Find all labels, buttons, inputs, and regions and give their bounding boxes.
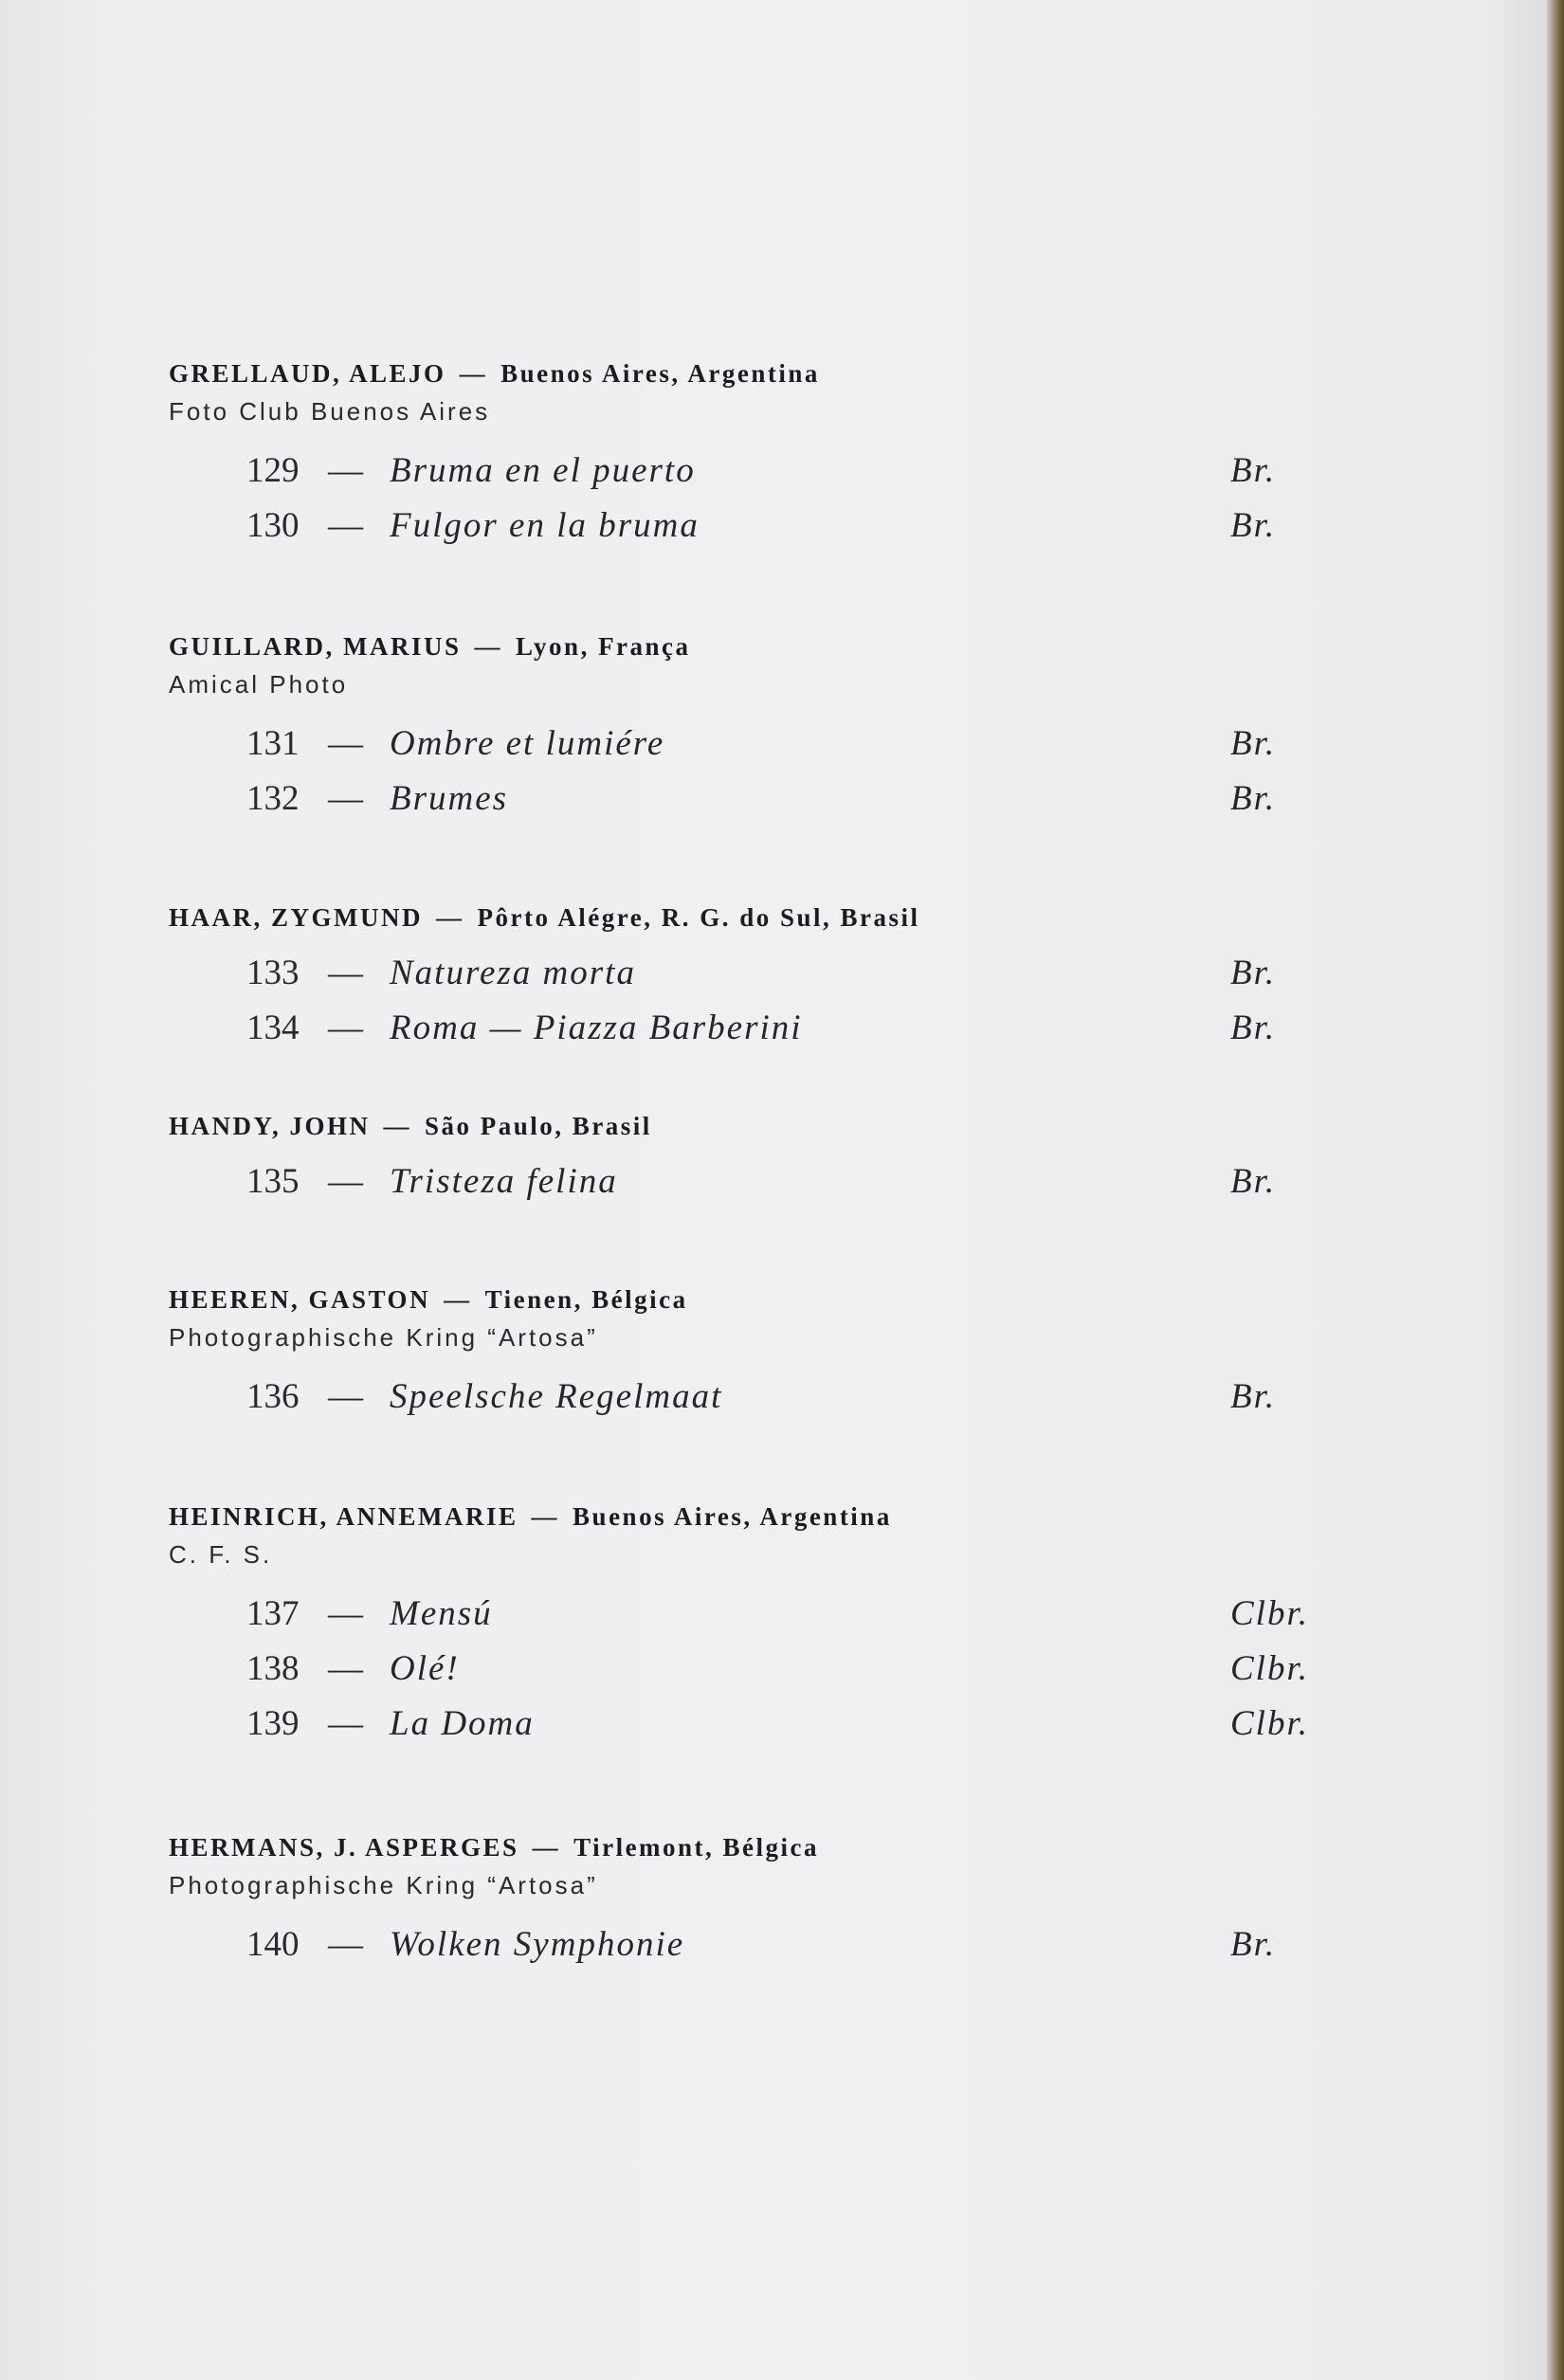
author-line [169,627,1344,665]
work-technique: Br. [1230,954,1277,992]
author-name: HAAR, ZYGMUND [169,903,423,932]
catalog-entry [169,1107,1344,1209]
work-item [169,1001,1344,1056]
work-dash: — [328,779,363,818]
author-dash: — [531,1502,560,1531]
works-list [169,946,1344,1056]
work-item [169,1154,1344,1209]
work-technique: Br. [1230,1925,1277,1964]
work-dash: — [328,1008,363,1047]
author-name: HERMANS, J. ASPERGES [169,1833,519,1862]
work-number: 130 [246,506,300,545]
work-number: 135 [246,1162,300,1201]
author-name: HEINRICH, ANNEMARIE [169,1502,518,1531]
author-location: Tirlemont, Bélgica [573,1833,820,1862]
author-location: Pôrto Alégre, R. G. do Sul, Brasil [477,903,920,932]
works-list [169,1370,1344,1425]
author-line [169,1281,1344,1318]
works-list [169,1587,1344,1752]
work-number: 129 [246,451,300,490]
work-number: 132 [246,779,300,818]
work-dash: — [328,724,363,763]
work-title: Roma — Piazza Barberini [390,1008,803,1047]
author-dash: — [383,1112,412,1140]
work-title: Wolken Symphonie [390,1925,685,1964]
work-title: Ombre et lumiére [390,724,665,763]
work-item [169,1642,1344,1697]
works-list [169,444,1344,554]
work-number: 131 [246,724,300,763]
work-dash: — [328,1594,363,1633]
work-dash: — [328,1377,363,1416]
author-dash: — [459,359,488,388]
author-line [169,899,1344,936]
work-item [169,717,1344,772]
work-item [169,772,1344,827]
work-dash: — [328,451,363,490]
author-line [169,1828,1344,1866]
author-dash: — [444,1285,472,1314]
author-dash: — [436,903,464,932]
work-title: Mensú [390,1594,493,1633]
author-name: GRELLAUD, ALEJO [169,359,446,388]
catalog-entry [169,627,1344,827]
work-item [169,444,1344,499]
author-name: HEEREN, GASTON [169,1285,431,1314]
work-item [169,946,1344,1001]
work-technique: Br. [1230,779,1277,818]
work-dash: — [328,954,363,992]
club-name: Amical Photo [169,670,349,699]
work-number: 138 [246,1649,300,1688]
work-item [169,499,1344,554]
works-list [169,1917,1344,1972]
catalog-entry [169,1828,1344,1972]
author-name: HANDY, JOHN [169,1112,371,1140]
work-dash: — [328,1162,363,1201]
work-technique: Br. [1230,506,1277,545]
work-title: Tristeza felina [390,1162,618,1201]
work-technique: Clbr. [1230,1594,1310,1633]
work-item [169,1587,1344,1642]
author-dash: — [474,632,503,661]
work-title: Fulgor en la bruma [390,506,700,545]
work-technique: Br. [1230,1162,1277,1201]
author-dash: — [532,1833,561,1862]
work-technique: Br. [1230,724,1277,763]
catalog-entry [169,1498,1344,1752]
book-spine-edge [1547,0,1564,2380]
club-name: Photographische Kring “Artosa” [169,1323,598,1352]
work-title: Natureza morta [390,954,636,992]
author-line [169,1498,1344,1535]
club-name: Foto Club Buenos Aires [169,397,491,426]
author-line [169,1107,1344,1145]
work-number: 140 [246,1925,300,1964]
author-line [169,354,1344,392]
work-technique: Br. [1230,1008,1277,1047]
catalog-entry [169,899,1344,1056]
work-item [169,1917,1344,1972]
author-location: Lyon, França [516,632,691,661]
work-number: 134 [246,1008,300,1047]
work-number: 133 [246,954,300,992]
work-number: 139 [246,1704,300,1743]
work-title: Brumes [390,779,509,818]
author-name: GUILLARD, MARIUS [169,632,462,661]
works-list [169,717,1344,827]
work-number: 136 [246,1377,300,1416]
work-dash: — [328,1925,363,1964]
author-location: São Paulo, Brasil [425,1112,652,1140]
work-technique: Clbr. [1230,1649,1310,1688]
club-name: C. F. S. [169,1540,273,1569]
author-location: Tienen, Bélgica [484,1285,688,1314]
work-item [169,1370,1344,1425]
work-title: Speelsche Regelmaat [390,1377,723,1416]
work-dash: — [328,1649,363,1688]
work-dash: — [328,506,363,545]
work-dash: — [328,1704,363,1743]
work-title: Bruma en el puerto [390,451,696,490]
work-technique: Clbr. [1230,1704,1310,1743]
catalog-entry [169,1281,1344,1425]
club-name: Photographische Kring “Artosa” [169,1871,598,1899]
work-title: Olé! [390,1649,460,1688]
work-number: 137 [246,1594,300,1633]
catalog-entry [169,354,1344,554]
work-title: La Doma [390,1704,535,1743]
author-location: Buenos Aires, Argentina [573,1502,892,1531]
work-technique: Br. [1230,451,1277,490]
works-list [169,1154,1344,1209]
work-item [169,1697,1344,1752]
author-location: Buenos Aires, Argentina [500,359,820,388]
work-technique: Br. [1230,1377,1277,1416]
